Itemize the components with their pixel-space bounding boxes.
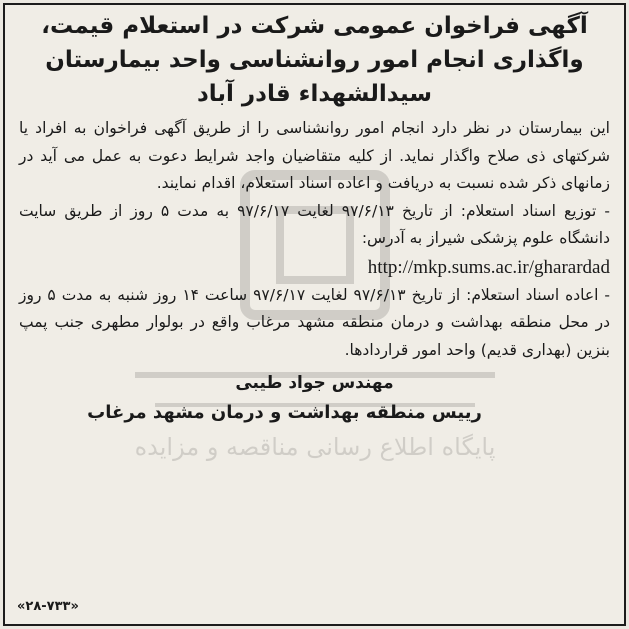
notice-title-line-3: سیدالشهداء قادر آباد [196, 81, 433, 107]
notice-frame [3, 3, 626, 626]
notice-title-line-1: آگهی فراخوان عمومی شرکت در استعلام قیمت، [41, 13, 588, 39]
tender-url-link[interactable]: http://mkp.sums.ac.ir/gharardad [367, 256, 610, 278]
notice-intro-paragraph: این بیمارستان در نظر دارد انجام امور روانشناسی را از طریق آگهی فراخوان به افراد یا شرکتهای ذی صلاح واگذار نماید. از کلیه متقاضیان واجد شرایط دعوت به عمل می آید در زمانهای ذکر شده نسبت به دریافت و اعاده اسناد استعلام، اقدام نمایند. [19, 119, 610, 192]
return-paragraph: - اعاده اسناد استعلام: از تاریخ ۹۷/۶/۱۳ لغایت ۹۷/۶/۱۷ ساعت ۱۴ روز شنبه به مدت ۵ روز در محل منطقه بهداشت و درمان منطقه مشهد مرغاب واقع در بولوار مطهری جنب پمپ بنزین (بهداری قدیم) واحد امور قراردادها. [19, 285, 610, 359]
watermark-text: پایگاه اطلاع رسانی مناقصه و مزایده [134, 433, 496, 461]
signatory-title: رییس منطقه بهداشت و درمان مشهد مرغاب [87, 402, 482, 423]
notice-content [5, 5, 624, 428]
notice-code: «۲۸-۷۳۳» [17, 599, 79, 614]
distribution-paragraph: - توزیع اسناد استعلام: از تاریخ ۹۷/۶/۱۳ لغایت ۹۷/۶/۱۷ به مدت ۵ روز از طریق سایت دانشگاه علوم پزشکی شیراز به آدرس: [19, 201, 611, 247]
signatory-name: مهندس جواد طیبی [235, 373, 394, 393]
notice-title-line-2: واگذاری انجام امور روانشناسی واحد بیمارستان [45, 47, 584, 73]
